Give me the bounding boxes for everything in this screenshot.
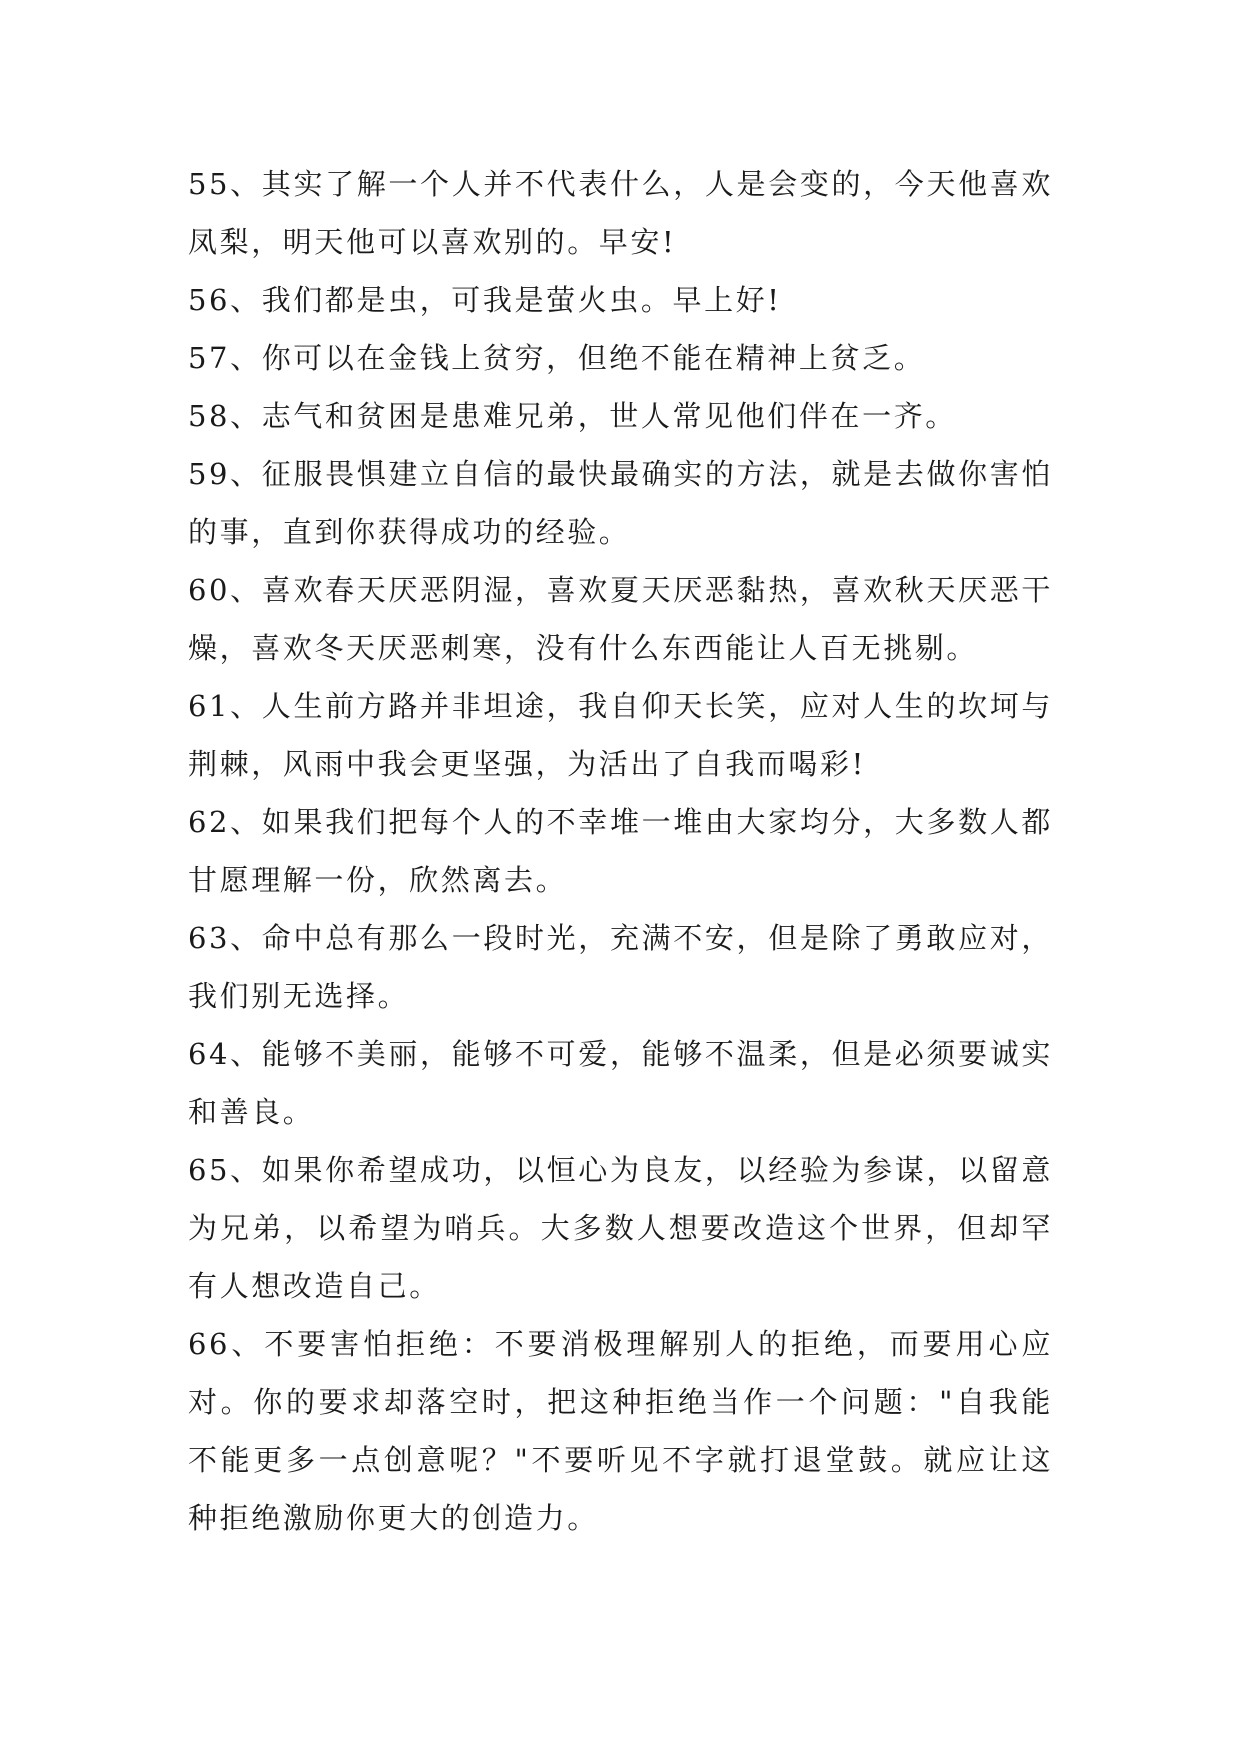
- paragraph-66: 66、不要害怕拒绝：不要消极理解别人的拒绝，而要用心应对。你的要求却落空时，把这种拒绝当作一个问题："自我能不能更多一点创意呢？"不要听见不字就打退堂鼓。就应让这种拒绝激励你更大的创造力。: [188, 1327, 1053, 1535]
- paragraph-65: 65、如果你希望成功，以恒心为良友，以经验为参谋，以留意为兄弟，以希望为哨兵。大多数人想要改造这个世界，但却罕有人想改造自己。: [188, 1153, 1053, 1303]
- paragraph-56: 56、我们都是虫，可我是萤火虫。早上好!: [188, 283, 782, 317]
- paragraph-55: 55、其实了解一个人并不代表什么，人是会变的，今天他喜欢凤梨，明天他可以喜欢别的。早安!: [188, 167, 1053, 259]
- paragraph-60: 60、喜欢春天厌恶阴湿，喜欢夏天厌恶黏热，喜欢秋天厌恶干燥，喜欢冬天厌恶刺寒，没有什么东西能让人百无挑剔。: [188, 573, 1053, 665]
- paragraph-61: 61、人生前方路并非坦途，我自仰天长笑，应对人生的坎坷与荆棘，风雨中我会更坚强，为活出了自我而喝彩!: [188, 689, 1053, 781]
- paragraph-57: 57、你可以在金钱上贫穷，但绝不能在精神上贫乏。: [188, 341, 926, 375]
- paragraph-64: 64、能够不美丽，能够不可爱，能够不温柔，但是必须要诚实和善良。: [188, 1037, 1053, 1129]
- paragraph-63: 63、命中总有那么一段时光，充满不安，但是除了勇敢应对，我们别无选择。: [188, 921, 1053, 1013]
- document-body: [188, 155, 1053, 1547]
- paragraph-59: 59、征服畏惧建立自信的最快最确实的方法，就是去做你害怕的事，直到你获得成功的经验。: [188, 457, 1053, 549]
- paragraph-58: 58、志气和贫困是患难兄弟，世人常见他们伴在一齐。: [188, 399, 957, 433]
- paragraph-62: 62、如果我们把每个人的不幸堆一堆由大家均分，大多数人都甘愿理解一份，欣然离去。: [188, 805, 1053, 897]
